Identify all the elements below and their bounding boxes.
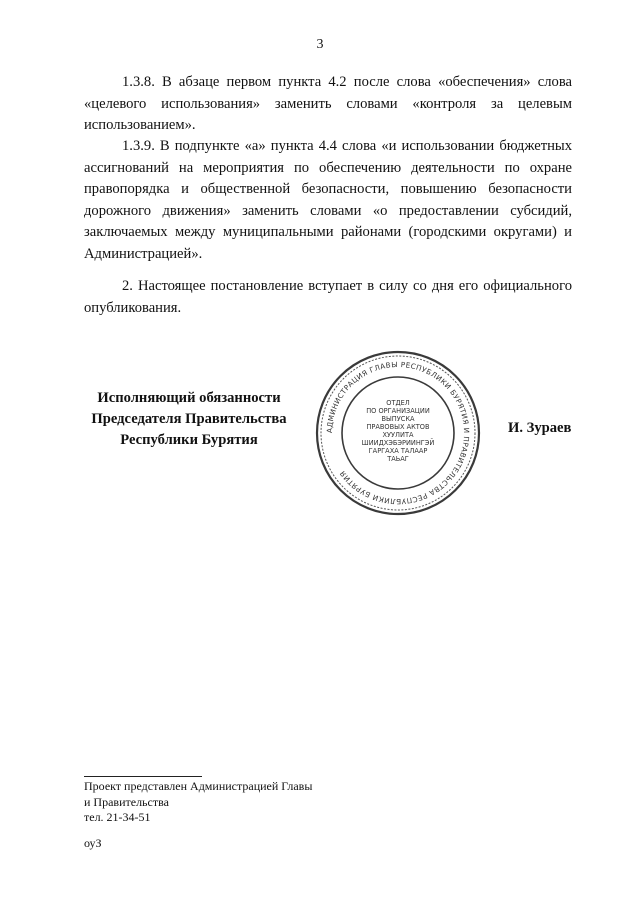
seal-line: ТАЬАГ xyxy=(387,455,409,463)
seal-ring-text: АДМИНИСТРАЦИЯ ГЛАВЫ РЕСПУБЛИКИ БУРЯТИЯ И ПРАВИТЕЛЬСТВА РЕСПУБЛИКИ БУРЯТИЯ xyxy=(324,359,472,507)
seal-line: ПО ОРГАНИЗАЦИИ xyxy=(366,407,430,415)
seal-line: ОТДЕЛ xyxy=(386,399,410,407)
footnote-line: тел. 21-34-51 xyxy=(84,810,151,824)
seal-line: ВЫПУСКА xyxy=(381,415,415,423)
document-initials: оуЗ xyxy=(84,836,102,850)
paragraph-1-3-8: 1.3.8. В абзаце первом пункта 4.2 после слова «обеспечения» слова «целевого использования» заменить словами «контроля за целевым использованием». xyxy=(84,74,572,133)
footnote xyxy=(84,779,312,826)
seal-line: ГАРГАХА ТАЛААР xyxy=(368,447,428,455)
seal-line: ШИИДХЭБЭРИИНГЭЙ xyxy=(361,439,435,447)
paragraph-1-3-9: 1.3.9. В подпункте «а» пункта 4.4 слова «и использовании бюджетных ассигнований на мероприятия по обеспечению деятельности по охране правопорядка и общественной безопасности, повышению безопасности дорожного движения» заменить словами «о предоставлении субсидий, заключаемых между муниципальными районами (городскими округами) и Администрацией». xyxy=(84,138,572,262)
footnote-divider xyxy=(84,776,202,777)
signer-name: И. Зураев xyxy=(508,420,572,436)
seal-line: ПРАВОВЫХ АКТОВ xyxy=(366,423,430,431)
seal-line: ХУУЛИТА xyxy=(382,431,414,439)
footnote-line: Проект представлен Администрацией Главы xyxy=(84,779,313,793)
signer-position xyxy=(84,388,294,451)
footnote-line: и Правительства xyxy=(84,794,169,809)
official-seal xyxy=(313,348,483,518)
signer-position-line: Республики Бурятия xyxy=(120,432,258,448)
signer-position-line: Председателя Правительства xyxy=(91,411,287,427)
paragraph-2-effective-date: 2. Настоящее постановление вступает в силу со дня его официального опубликования. xyxy=(84,278,572,316)
signer-position-line: Исполняющий обязанности xyxy=(97,390,281,406)
page-number: 3 xyxy=(316,37,324,52)
